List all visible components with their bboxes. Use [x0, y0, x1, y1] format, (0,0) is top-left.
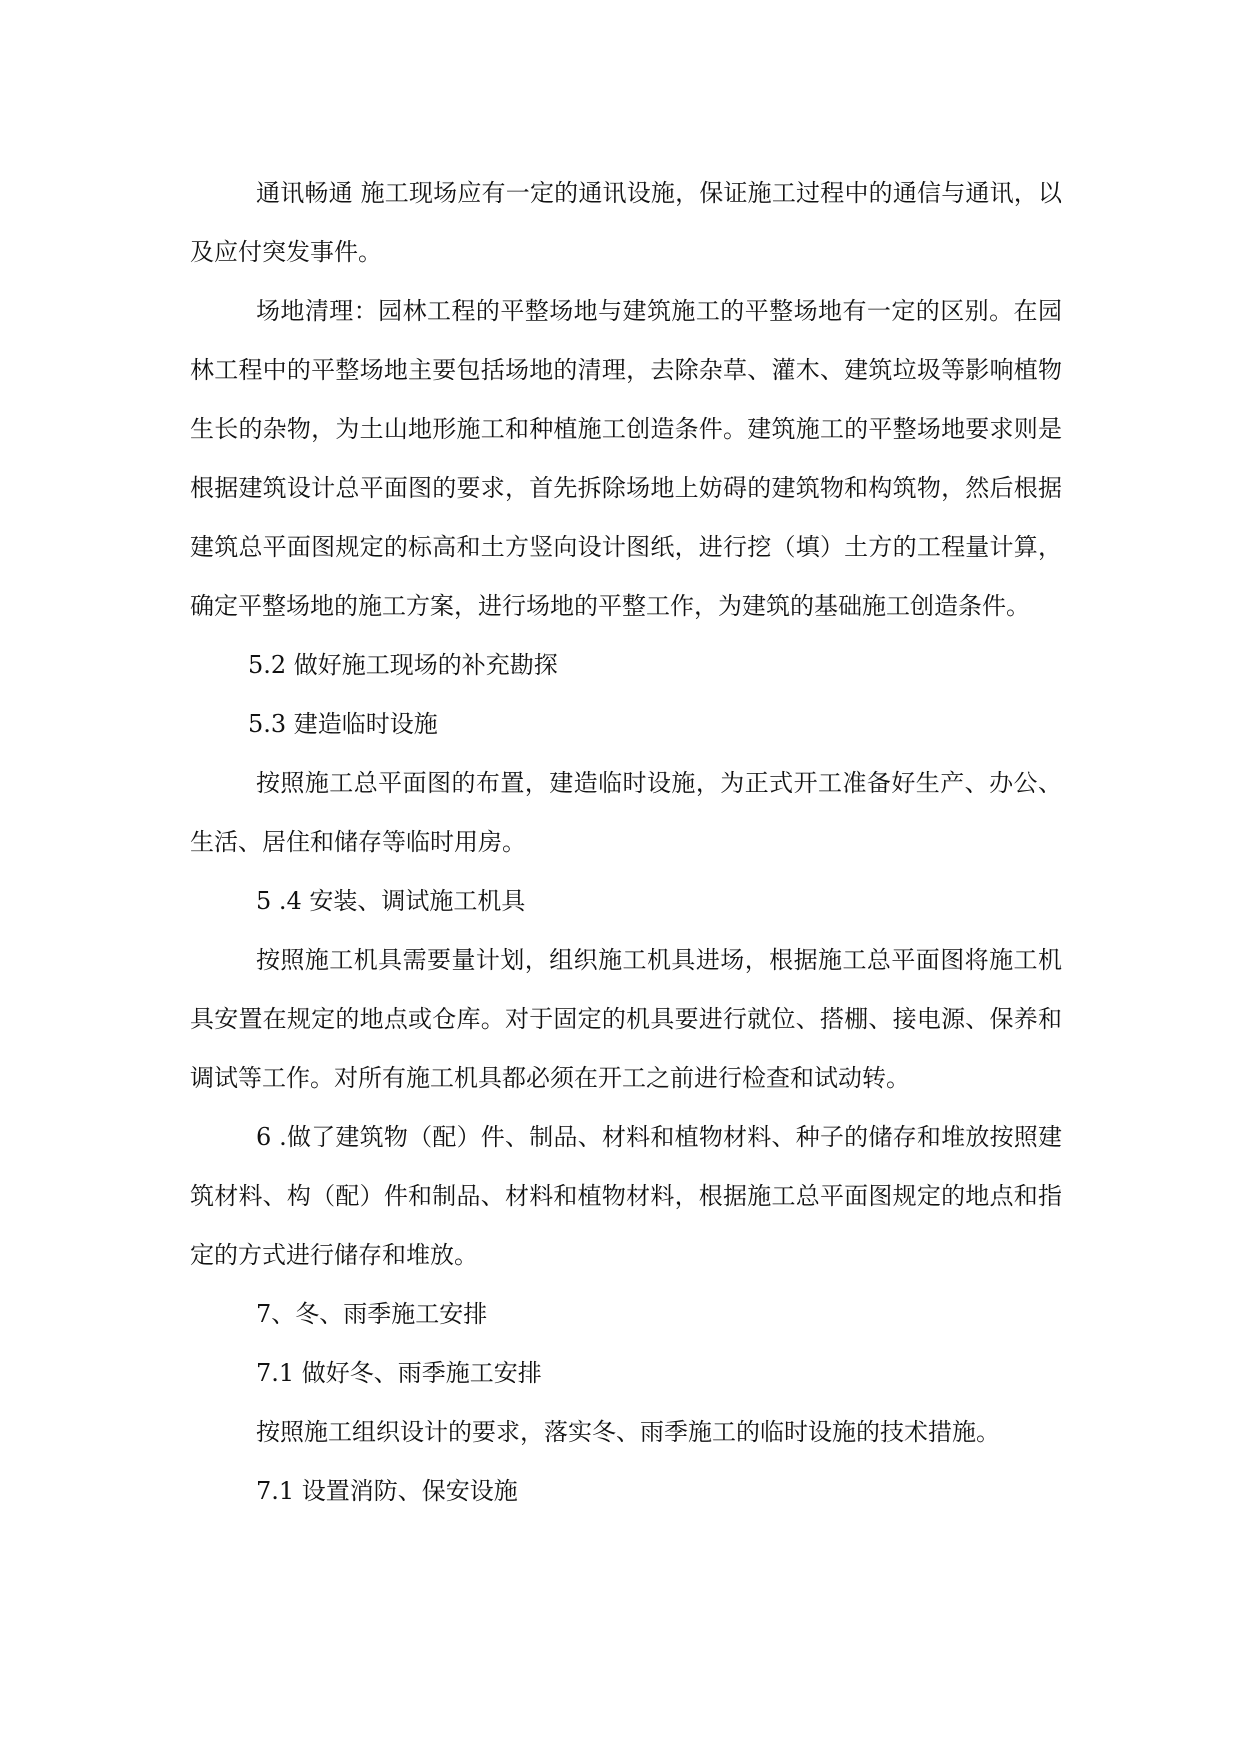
- paragraph-materials-storage: 6 .做了建筑物（配）件、制品、材料和植物材料、种子的储存和堆放按照建筑材料、构（配）件和制品、材料和植物材料，根据施工总平面图规定的地点和指定的方式进行储存和堆放。: [190, 1123, 1062, 1269]
- paragraph-site-clearing: 场地清理：园林工程的平整场地与建筑施工的平整场地有一定的区别。在园林工程中的平整场地主要包括场地的清理，去除杂草、灌木、建筑垃圾等影响植物生长的杂物，为土山地形施工和种植施工创造条件。建筑施工的平整场地要求则是根据建筑设计总平面图的要求，首先拆除场地上妨碍的建筑物和构筑物，然后根据建筑总平面图规定的标高和土方竖向设计图纸，进行挖（填）土方的工程量计算，确定平整场地的施工方案，进行场地的平整工作，为建筑的基础施工创造条件。: [190, 297, 1062, 620]
- heading-5-2: 5.2 做好施工现场的补充勘探: [248, 651, 558, 679]
- heading-7-1-winter-rain: 7.1 做好冬、雨季施工安排: [256, 1359, 542, 1387]
- heading-5-3: 5.3 建造临时设施: [248, 710, 438, 738]
- heading-5-4: 5 .4 安装、调试施工机具: [256, 887, 526, 915]
- paragraph-machinery: 按照施工机具需要量计划，组织施工机具进场，根据施工总平面图将施工机具安置在规定的地点或仓库。对于固定的机具要进行就位、搭棚、接电源、保养和调试等工作。对所有施工机具都必须在开工之前进行检查和试动转。: [190, 946, 1062, 1092]
- paragraph-communication: 通讯畅通 施工现场应有一定的通讯设施，保证施工过程中的通信与通讯，以及应付突发事件。: [190, 179, 1062, 266]
- paragraph-temporary-facilities: 按照施工总平面图的布置，建造临时设施，为正式开工准备好生产、办公、生活、居住和储存等临时用房。: [190, 769, 1062, 856]
- paragraph-winter-rain-measures: 按照施工组织设计的要求，落实冬、雨季施工的临时设施的技术措施。: [256, 1418, 1000, 1446]
- heading-7-1-fire-security: 7.1 设置消防、保安设施: [256, 1477, 518, 1505]
- document-body: [190, 164, 1062, 1521]
- heading-7: 7、冬、雨季施工安排: [256, 1300, 488, 1328]
